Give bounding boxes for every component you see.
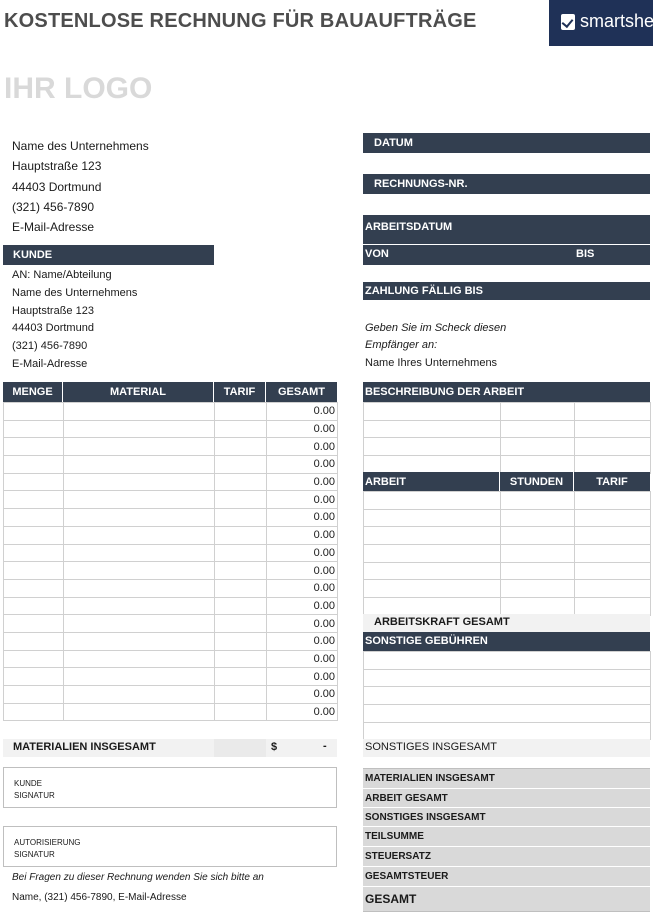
material-quantity-cell[interactable] (4, 668, 64, 686)
work-description-row (364, 456, 651, 474)
labor-total-row (363, 614, 650, 632)
material-quantity-cell[interactable] (4, 632, 64, 650)
material-row (4, 650, 338, 668)
material-rate-cell[interactable] (215, 650, 267, 668)
to-label: BIS (576, 248, 595, 260)
materials-total-row (3, 739, 337, 757)
material-rate-cell[interactable] (215, 544, 267, 562)
material-rate-cell[interactable] (215, 668, 267, 686)
material-rate-cell[interactable] (215, 597, 267, 615)
work-date-range-bar (363, 245, 650, 265)
customer-street: Hauptstraße 123 (12, 305, 94, 317)
work-date-label: ARBEITSDATUM (363, 215, 650, 244)
summary-materials: MATERIALIEN INSGESAMT (363, 768, 650, 789)
materials-table-header (3, 382, 337, 402)
material-name-cell[interactable] (64, 526, 215, 544)
material-row (4, 632, 338, 650)
material-rate-cell[interactable] (215, 491, 267, 509)
material-name-cell[interactable] (64, 686, 215, 704)
labor-row-cell[interactable] (364, 562, 501, 580)
other-fee-row (364, 652, 651, 670)
material-name-cell[interactable] (64, 650, 215, 668)
material-rate-cell[interactable] (215, 686, 267, 704)
material-name-cell[interactable] (64, 420, 215, 438)
material-quantity-cell[interactable] (4, 456, 64, 474)
material-rate-cell[interactable] (215, 473, 267, 491)
material-row (4, 579, 338, 597)
other-fee-row (364, 669, 651, 687)
work-description-table (363, 402, 651, 474)
date-label: DATUM (363, 133, 650, 153)
material-quantity-cell[interactable] (4, 438, 64, 456)
material-row (4, 562, 338, 580)
material-rate-cell[interactable] (215, 703, 267, 721)
other-fee-row-cell[interactable] (364, 687, 651, 705)
work-description-row (364, 438, 651, 456)
material-line-total[interactable]: 0.00 (267, 615, 338, 633)
labor-row (364, 598, 651, 616)
labor-row (364, 527, 651, 545)
work-description-row-cell[interactable] (364, 403, 501, 421)
summary-other: SONSTIGES INSGESAMT (363, 808, 650, 827)
labor-table (363, 491, 651, 616)
material-name-cell[interactable] (64, 615, 215, 633)
other-fee-row-cell[interactable] (364, 705, 651, 723)
labor-row-cell[interactable] (501, 509, 575, 527)
company-email: E-Mail-Adresse (12, 220, 95, 234)
other-fees-table (363, 651, 651, 740)
materials-table (3, 402, 338, 721)
work-description-row-cell[interactable] (575, 420, 651, 438)
logo-placeholder: IHR LOGO (4, 72, 153, 105)
summary-total-tax: GESAMTSTEUER (363, 867, 650, 887)
material-name-cell[interactable] (64, 403, 215, 421)
work-description-row-cell[interactable] (364, 438, 501, 456)
material-line-total[interactable]: 0.00 (267, 438, 338, 456)
material-name-cell[interactable] (64, 473, 215, 491)
other-fee-row (364, 705, 651, 723)
other-total-row (363, 739, 650, 757)
labor-row-cell[interactable] (575, 562, 651, 580)
company-street: Hauptstraße 123 (12, 159, 102, 173)
authorization-line2: SIGNATUR (14, 850, 55, 859)
labor-row-cell[interactable] (501, 545, 575, 563)
material-line-total[interactable]: 0.00 (267, 686, 338, 704)
labor-row-cell[interactable] (501, 562, 575, 580)
col-rate: TARIF (214, 382, 266, 402)
material-rate-cell[interactable] (215, 509, 267, 527)
brand-banner[interactable] (549, 0, 669, 46)
material-row (4, 509, 338, 527)
summary-tax-rate: STEUERSATZ (363, 847, 650, 867)
material-quantity-cell[interactable] (4, 526, 64, 544)
material-line-total[interactable]: 0.00 (267, 650, 338, 668)
material-row (4, 703, 338, 721)
work-description-row-cell[interactable] (501, 456, 575, 474)
summary-grand-total: GESAMT (363, 887, 650, 912)
material-quantity-cell[interactable] (4, 615, 64, 633)
material-row (4, 615, 338, 633)
customer-name: Name des Unternehmens (12, 287, 138, 299)
labor-row-cell[interactable] (364, 580, 501, 598)
customer-email: E-Mail-Adresse (12, 358, 88, 370)
material-name-cell[interactable] (64, 456, 215, 474)
other-fee-row (364, 687, 651, 705)
material-name-cell[interactable] (64, 579, 215, 597)
material-line-total[interactable]: 0.00 (267, 456, 338, 474)
other-fee-row-cell[interactable] (364, 669, 651, 687)
other-fee-row-cell[interactable] (364, 722, 651, 740)
company-phone: (321) 456-7890 (12, 200, 95, 214)
labor-row-cell[interactable] (501, 527, 575, 545)
material-line-total[interactable]: 0.00 (267, 579, 338, 597)
customer-city: 44403 Dortmund (12, 322, 94, 334)
material-rate-cell[interactable] (215, 615, 267, 633)
material-line-total[interactable]: 0.00 (267, 473, 338, 491)
summary-subtotal: TEILSUMME (363, 827, 650, 847)
material-rate-cell[interactable] (215, 562, 267, 580)
labor-row-cell[interactable] (575, 527, 651, 545)
from-label: VON (365, 248, 389, 260)
other-fees-label: SONSTIGE GEBÜHREN (363, 632, 650, 651)
authorization-signature-box[interactable] (3, 826, 337, 867)
material-line-total[interactable]: 0.00 (267, 597, 338, 615)
col-work: ARBEIT (363, 472, 500, 491)
material-line-total[interactable]: 0.00 (267, 632, 338, 650)
material-line-total[interactable]: 0.00 (267, 491, 338, 509)
other-fee-row-cell[interactable] (364, 652, 651, 670)
labor-row-cell[interactable] (364, 598, 501, 616)
company-city: 44403 Dortmund (12, 180, 102, 194)
material-row (4, 438, 338, 456)
material-row (4, 686, 338, 704)
material-row (4, 403, 338, 421)
labor-row-cell[interactable] (575, 598, 651, 616)
work-description-label: BESCHREIBUNG DER ARBEIT (363, 382, 650, 402)
brand-name: smartsheet (580, 11, 669, 31)
other-fee-row (364, 722, 651, 740)
col-labor-rate: TARIF (596, 475, 628, 488)
materials-total-rate-cell (214, 739, 266, 757)
due-date-label: ZAHLUNG FÄLLIG BIS (363, 282, 650, 300)
invoice-number-label: RECHNUNGS-NR. (363, 174, 650, 194)
material-line-total[interactable]: 0.00 (267, 420, 338, 438)
material-row (4, 597, 338, 615)
col-material: MATERIAL (63, 382, 214, 402)
customer-signature-line1: KUNDE (14, 779, 43, 788)
labor-row-cell[interactable] (501, 580, 575, 598)
material-rate-cell[interactable] (215, 420, 267, 438)
labor-row (364, 580, 651, 598)
footer-contact: Name, (321) 456-7890, E-Mail-Adresse (12, 892, 187, 903)
labor-row (364, 545, 651, 563)
material-row (4, 420, 338, 438)
material-line-total[interactable]: 0.00 (267, 668, 338, 686)
work-description-row-cell[interactable] (364, 456, 501, 474)
other-total-label: SONSTIGES INSGESAMT (365, 741, 498, 753)
material-name-cell[interactable] (64, 562, 215, 580)
payee-note-line2: Empfänger an: (365, 339, 438, 351)
col-total: GESAMT (277, 386, 326, 398)
material-name-cell[interactable] (64, 632, 215, 650)
summary-work: ARBEIT GESAMT (363, 789, 650, 808)
authorization-line1: AUTORISIERUNG (14, 838, 81, 847)
material-row (4, 473, 338, 491)
document-title: KOSTENLOSE RECHNUNG FÜR BAUAUFTRÄGE (4, 10, 477, 32)
material-quantity-cell[interactable] (4, 597, 64, 615)
material-line-total[interactable]: 0.00 (267, 703, 338, 721)
labor-row-cell[interactable] (575, 492, 651, 510)
material-line-total[interactable]: 0.00 (267, 403, 338, 421)
work-description-row (364, 403, 651, 421)
work-description-row-cell[interactable] (501, 403, 575, 421)
material-quantity-cell[interactable] (4, 579, 64, 597)
material-quantity-cell[interactable] (4, 650, 64, 668)
material-rate-cell[interactable] (215, 632, 267, 650)
labor-row-cell[interactable] (364, 527, 501, 545)
material-quantity-cell[interactable] (4, 491, 64, 509)
col-hours: STUNDEN (500, 472, 574, 491)
material-line-total[interactable]: 0.00 (267, 544, 338, 562)
material-rate-cell[interactable] (215, 403, 267, 421)
labor-row-cell[interactable] (364, 492, 501, 510)
material-name-cell[interactable] (64, 438, 215, 456)
material-quantity-cell[interactable] (4, 686, 64, 704)
materials-total-value: - (323, 740, 327, 752)
customer-signature-box[interactable] (3, 767, 337, 808)
material-rate-cell[interactable] (215, 438, 267, 456)
material-row (4, 544, 338, 562)
customer-heading: KUNDE (3, 245, 214, 265)
customer-signature-line2: SIGNATUR (14, 791, 55, 800)
material-name-cell[interactable] (64, 544, 215, 562)
material-row (4, 526, 338, 544)
col-quantity: MENGE (3, 382, 63, 402)
material-name-cell[interactable] (64, 668, 215, 686)
labor-row-cell[interactable] (364, 545, 501, 563)
labor-row-cell[interactable] (575, 509, 651, 527)
material-name-cell[interactable] (64, 703, 215, 721)
material-quantity-cell[interactable] (4, 703, 64, 721)
material-line-total[interactable]: 0.00 (267, 526, 338, 544)
material-name-cell[interactable] (64, 509, 215, 527)
material-row (4, 668, 338, 686)
material-row (4, 491, 338, 509)
work-description-row-cell[interactable] (364, 420, 501, 438)
labor-row (364, 492, 651, 510)
company-name: Name des Unternehmens (12, 139, 149, 153)
labor-total-label: ARBEITSKRAFT GESAMT (374, 616, 510, 628)
checkmark-logo-icon (561, 14, 575, 30)
material-quantity-cell[interactable] (4, 562, 64, 580)
material-rate-cell[interactable] (215, 456, 267, 474)
labor-row-cell[interactable] (575, 545, 651, 563)
payee-note-line1: Geben Sie im Scheck diesen (365, 322, 507, 334)
material-quantity-cell[interactable] (4, 544, 64, 562)
labor-row-cell[interactable] (364, 509, 501, 527)
materials-total-label: MATERIALIEN INSGESAMT (13, 741, 156, 753)
labor-row-cell[interactable] (501, 598, 575, 616)
work-description-row-cell[interactable] (501, 420, 575, 438)
materials-total-currency: $ (271, 741, 278, 753)
work-description-row-cell[interactable] (575, 403, 651, 421)
labor-row (364, 509, 651, 527)
customer-attn: AN: Name/Abteilung (12, 269, 112, 281)
work-description-row (364, 420, 651, 438)
material-name-cell[interactable] (64, 491, 215, 509)
material-quantity-cell[interactable] (4, 509, 64, 527)
labor-table-header (363, 472, 650, 491)
material-line-total[interactable]: 0.00 (267, 509, 338, 527)
payee-note-line1-clip (363, 322, 650, 337)
work-description-row-cell[interactable] (575, 438, 651, 456)
labor-row (364, 562, 651, 580)
labor-row-cell[interactable] (575, 580, 651, 598)
work-description-row-cell[interactable] (501, 438, 575, 456)
material-line-total[interactable]: 0.00 (267, 562, 338, 580)
material-rate-cell[interactable] (215, 579, 267, 597)
material-rate-cell[interactable] (215, 526, 267, 544)
material-quantity-cell[interactable] (4, 403, 64, 421)
customer-phone: (321) 456-7890 (12, 340, 88, 352)
material-name-cell[interactable] (64, 597, 215, 615)
footer-question: Bei Fragen zu dieser Rechnung wenden Sie sich bitte an (12, 872, 264, 883)
material-row (4, 456, 338, 474)
labor-row-cell[interactable] (501, 492, 575, 510)
payee-name: Name Ihres Unternehmens (365, 357, 498, 369)
material-quantity-cell[interactable] (4, 420, 64, 438)
material-quantity-cell[interactable] (4, 473, 64, 491)
work-description-row-cell[interactable] (575, 456, 651, 474)
